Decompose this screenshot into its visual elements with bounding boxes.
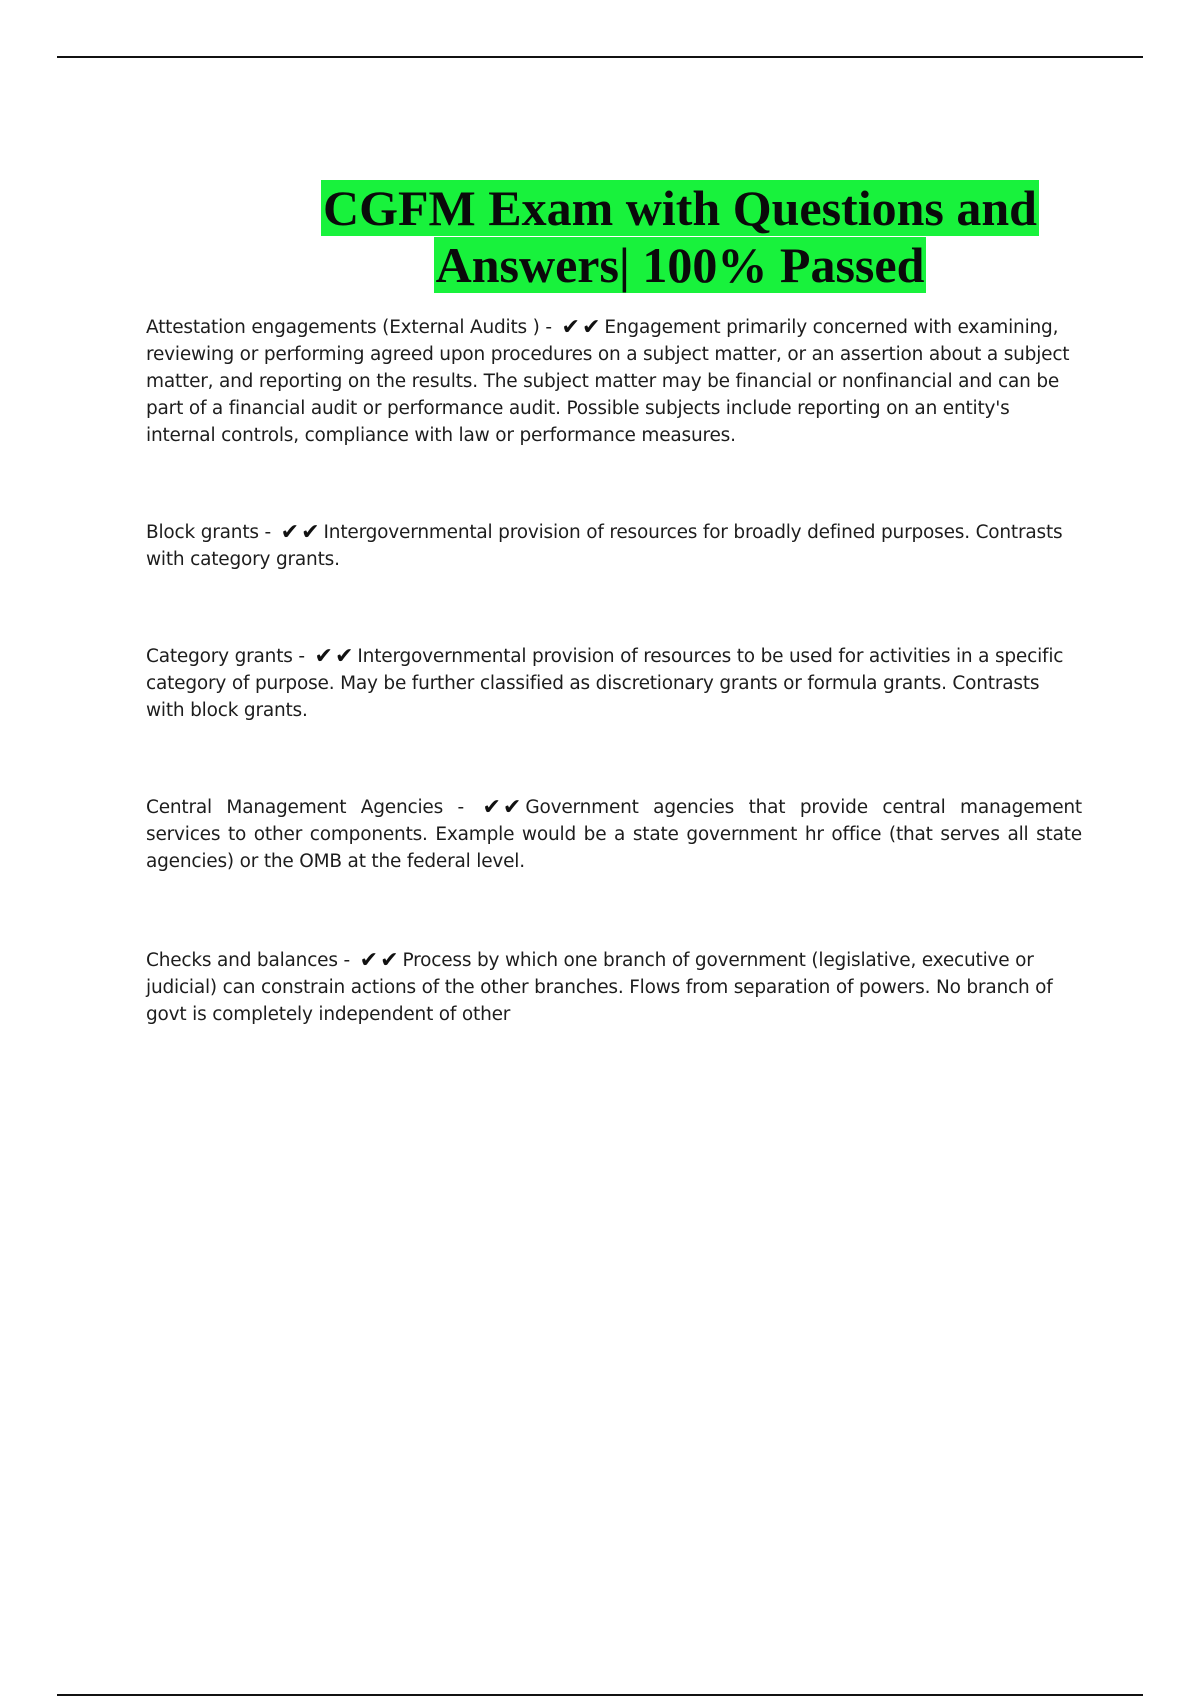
entry-definition: Intergovernmental provision of resources to be used for activities in a specific category of purpose. May be further classified as discretionary grants or formula grants. Contrasts with block grants. bbox=[146, 646, 1064, 721]
entry-definition: Process by which one branch of government (legislative, executive or judicial) can constrain actions of the other branches. Flows from separation of powers. No branch of govt is completely independent of other bbox=[146, 950, 1053, 1025]
title-line-1: CGFM Exam with Questions and bbox=[323, 179, 1037, 236]
entry-term: Block grants - bbox=[146, 522, 271, 543]
glossary-entry bbox=[146, 314, 1082, 449]
glossary-list bbox=[146, 314, 1082, 1028]
glossary-entry bbox=[146, 947, 1082, 1028]
page-title bbox=[146, 180, 1200, 294]
entry-definition: Engagement primarily concerned with examining, reviewing or performing agreed upon procedures on a subject matter, or an assertion about a subject matter, and reporting on the results. The subject matter may be financial or nonfinancial and can be part of a financial audit or performance audit. Possible subjects include reporting on an entity's internal controls, compliance with law or performance measures. bbox=[146, 317, 1070, 446]
check-mark-icon: ✔✔ bbox=[359, 948, 401, 973]
check-mark-icon: ✔✔ bbox=[314, 644, 356, 669]
entry-definition: Intergovernmental provision of resources for broadly defined purposes. Contrasts with category grants. bbox=[146, 522, 1063, 570]
glossary-entry bbox=[146, 643, 1082, 724]
check-mark-icon: ✔✔ bbox=[482, 795, 524, 820]
entry-term: Category grants - bbox=[146, 646, 305, 667]
entry-term: Attestation engagements (External Audits ) - bbox=[146, 317, 552, 338]
page-top-rule bbox=[57, 56, 1143, 58]
page-bottom-rule bbox=[57, 1694, 1143, 1696]
entry-definition: Government agencies that provide central management services to other components. Example would be a state government hr office (that serves all state agencies) or the OMB at the federal level. bbox=[146, 797, 1082, 872]
glossary-entry bbox=[146, 519, 1082, 573]
title-line-2: Answers| 100% Passed bbox=[435, 236, 925, 293]
entry-term: Checks and balances - bbox=[146, 950, 350, 971]
glossary-entry bbox=[146, 794, 1082, 875]
check-mark-icon: ✔✔ bbox=[561, 315, 603, 340]
check-mark-icon: ✔✔ bbox=[280, 520, 322, 545]
entry-term: Central Management Agencies - bbox=[146, 797, 464, 818]
